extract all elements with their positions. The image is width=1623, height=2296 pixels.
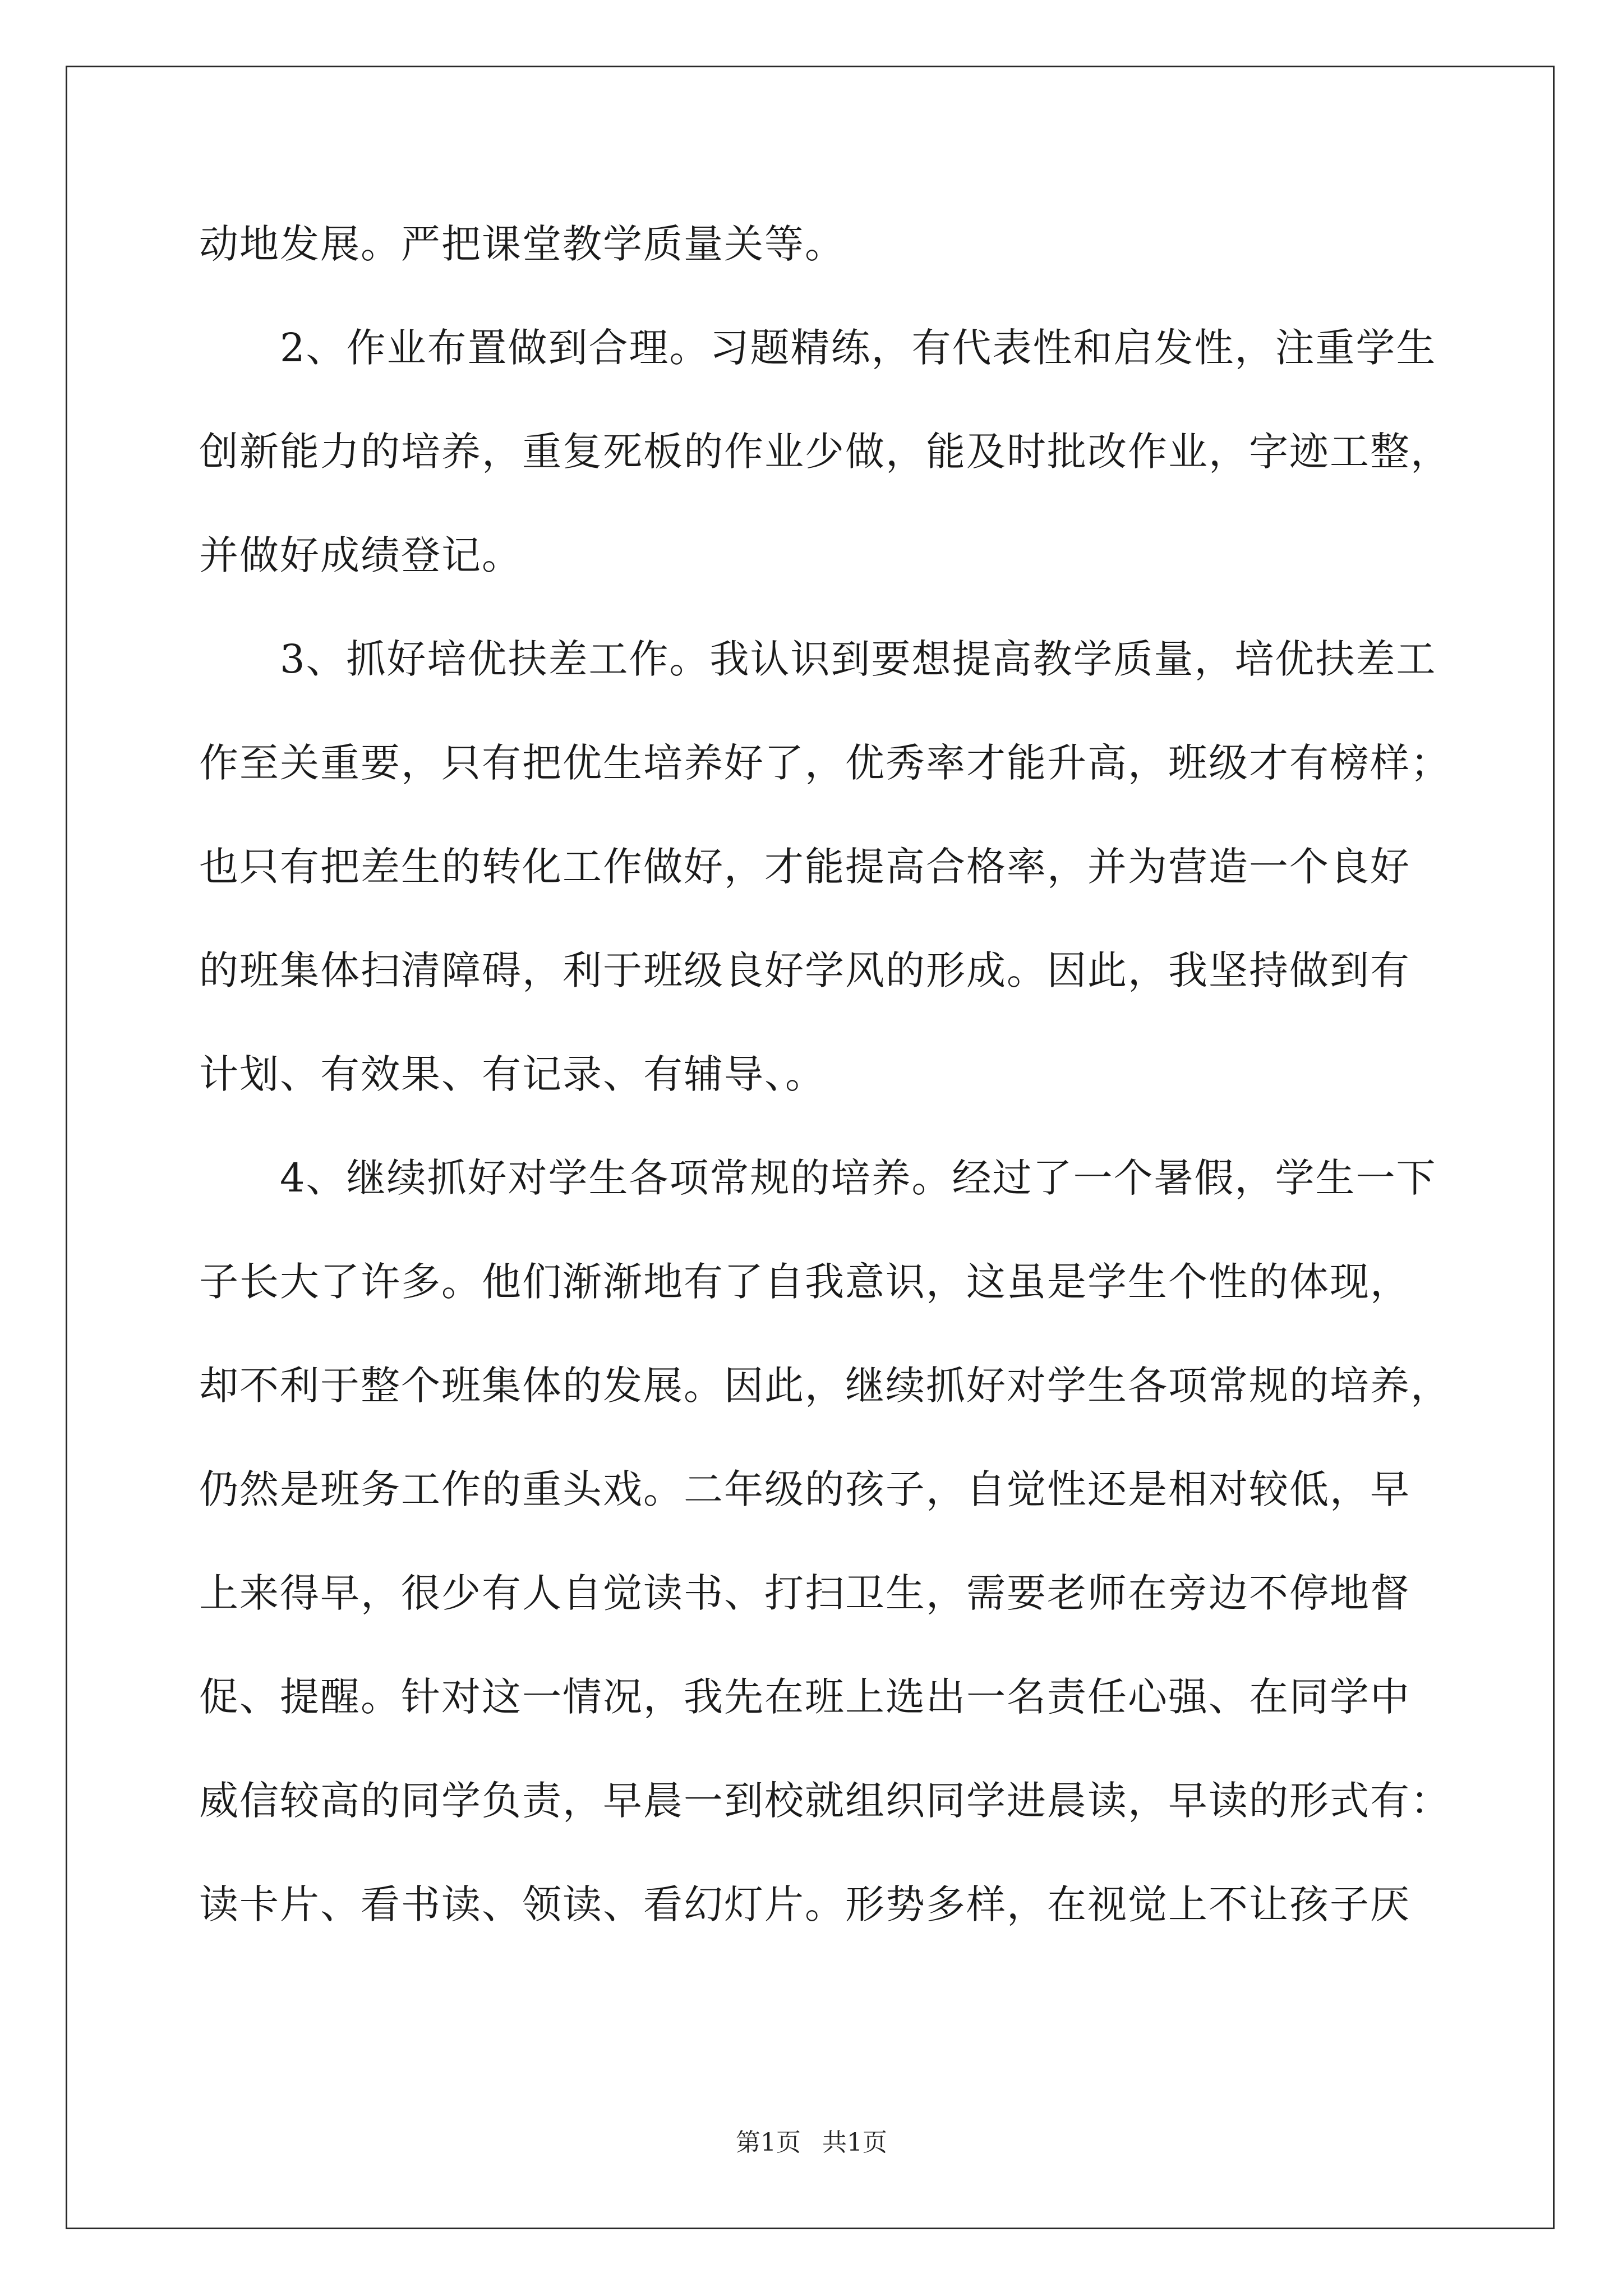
text-line: 作至关重要，只有把优生培养好了，优秀率才能升高，班级才有榜样； [199,740,1451,786]
text-line: 上来得早，很少有人自觉读书、打扫卫生，需要老师在旁边不停地督 [199,1570,1410,1616]
text-line: 2、作业布置做到合理。习题精练，有代表性和启发性，注重学生 [199,325,1437,371]
text-line: 也只有把差生的转化工作做好，才能提高合格率，并为营造一个良好 [199,844,1410,890]
text-line: 动地发展。严把课堂教学质量关等。 [199,221,845,267]
text-line: 读卡片、看书读、领读、看幻灯片。形势多样，在视觉上不让孩子厌 [199,1881,1410,1927]
text-line: 3、抓好培优扶差工作。我认识到要想提高教学质量，培优扶差工 [199,636,1437,682]
page-number: 第1页 [736,2128,801,2157]
text-line: 计划、有效果、有记录、有辅导、。 [199,1051,826,1097]
text-line: 创新能力的培养，重复死板的作业少做，能及时批改作业，字迹工整， [199,429,1451,475]
text-line: 并做好成绩登记。 [199,532,522,578]
page-footer [0,2126,1623,2160]
text-line: 仍然是班务工作的重头戏。二年级的孩子，自觉性还是相对较低，早 [199,1466,1410,1512]
text-line: 4、继续抓好对学生各项常规的培养。经过了一个暑假，学生一下 [199,1155,1437,1201]
text-line: 威信较高的同学负责，早晨一到校就组织同学进晨读，早读的形式有： [199,1778,1451,1824]
page-total: 共1页 [822,2128,887,2157]
text-line: 促、提醒。针对这一情况，我先在班上选出一名责任心强、在同学中 [199,1674,1410,1720]
text-line: 子长大了许多。他们渐渐地有了自我意识，这虽是学生个性的体现， [199,1259,1410,1305]
text-line: 却不利于整个班集体的发展。因此，继续抓好对学生各项常规的培养， [199,1363,1451,1409]
text-line: 的班集体扫清障碍，利于班级良好学风的形成。因此，我坚持做到有 [199,947,1410,993]
